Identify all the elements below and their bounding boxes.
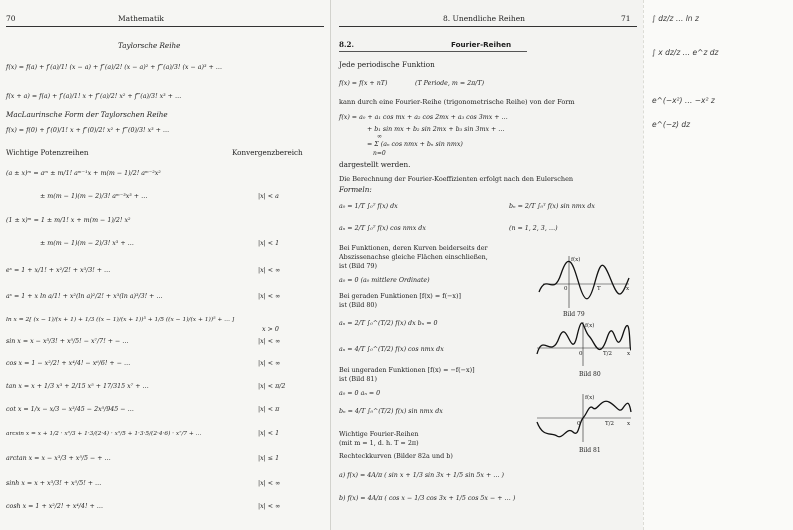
handwritten-note: e^(−x²) … −x² z xyxy=(652,96,715,105)
handwritten-note: ∫ dz/z … ln z xyxy=(652,14,699,23)
title-rule xyxy=(339,51,527,52)
series-row: eˣ = 1 + x/1! + x²/2! + x³/3! + … xyxy=(6,267,111,274)
coef-n-range: (n = 1, 2, 3, …) xyxy=(509,225,558,232)
x-label: x xyxy=(626,286,630,292)
series-cond: |x| < 1 xyxy=(258,240,280,247)
even-curve xyxy=(537,323,631,354)
series-row: cosh x = 1 + x²/2! + x⁴/4! + … xyxy=(6,503,104,510)
fx-label: f(x) xyxy=(585,395,595,401)
even-formula-2: aₙ = 4/T ∫₀^(T/2) f(x) cos nmx dx xyxy=(339,346,444,353)
series-cond: |x| < π xyxy=(258,406,280,413)
coef-a0: a₀ = 1/T ∫₀ᵀ f(x) dx xyxy=(339,203,398,210)
running-head-right: 8. Unendliche Reihen xyxy=(443,14,525,23)
caption-bild-79: Bild 79 xyxy=(563,311,585,318)
sum-top-limit: ∞ xyxy=(377,133,382,140)
caption-bild-80: Bild 80 xyxy=(579,371,601,378)
handwritten-note: e^(−z) dz xyxy=(652,120,691,129)
series-row: ± m(m − 1)(m − 2)/3! x³ + … xyxy=(40,240,134,247)
power-series-heading: Wichtige Potenzreihen xyxy=(6,148,89,157)
series-row: (a ± x)ᵐ = aᵐ ± m/1! aᵐ⁻¹x + m(m − 1)/2! aᵐ⁻²x² xyxy=(6,170,161,177)
euler-text-2: Formeln: xyxy=(339,185,372,194)
zero-label: 0 xyxy=(564,286,568,292)
period-label: T/2 xyxy=(605,421,615,427)
rect-formula-a: a) f(x) = 4A/π ( sin x + 1/3 sin 3x + 1/5 sin 5x + … ) xyxy=(339,472,504,479)
odd-curve xyxy=(537,401,631,436)
coef-an: aₙ = 2/T ∫₀ᵀ f(x) cos nmx dx xyxy=(339,225,426,232)
even-formula-1: aₙ = 2/T ∫₀^(T/2) f(x) dx bₙ = 0 xyxy=(339,320,438,327)
trig-series-text: kann durch eine Fourier-Reihe (trigonometrische Reihe) von der Form xyxy=(339,98,575,106)
intro-text: Jede periodische Funktion xyxy=(339,60,435,69)
series-row: tan x = x + 1/3 x³ + 2/15 x⁵ + 17/315 x⁷ + … xyxy=(6,383,149,390)
series-row: sin x = x − x³/3! + x⁵/5! − x⁷/7! + − … xyxy=(6,338,129,345)
header-rule-right xyxy=(339,26,637,27)
period-label: T xyxy=(597,286,601,292)
series-cond: |x| < 1 xyxy=(258,430,280,437)
left-page xyxy=(0,0,330,530)
handwritten-note: ∫ x dz/z … e^z dz xyxy=(652,48,719,57)
series-cond: |x| < ∞ xyxy=(258,480,281,487)
important-text-1: Wichtige Fourier-Reihen xyxy=(339,430,419,438)
odd-text-1: Bei ungeraden Funktionen [f(x) = −f(−x)] xyxy=(339,366,475,374)
important-text-2: (mit m = 1, d. h. T = 2π) xyxy=(339,439,419,447)
zero-label: 0 xyxy=(577,421,581,427)
series-cond: |x| < ∞ xyxy=(258,293,281,300)
series-cond: |x| < ∞ xyxy=(258,360,281,367)
series-row: (1 ± x)ᵐ = 1 ± m/1! x + m(m − 1)/2! x² xyxy=(6,217,131,224)
series-line-3: = Σ (aₙ cos nmx + bₙ sin nmx) xyxy=(367,141,463,148)
x-label: x xyxy=(627,351,631,357)
figure-bild-81 xyxy=(533,392,633,444)
series-row: arcsin x = x + 1/2 · x³/3 + 1·3/(2·4) · x⁵/5 + 1·3·5/(2·4·6) · x⁷/7 + … xyxy=(6,431,202,437)
taylor-title: Taylorsche Reihe xyxy=(118,41,181,50)
even-text-1: Bei geraden Funktionen [f(x) = f(−x)] xyxy=(339,292,462,300)
page-number-right: 71 xyxy=(621,14,631,23)
figure-bild-79 xyxy=(533,252,633,312)
even-text-2: ist (Bild 80) xyxy=(339,301,377,309)
odd-text-2: ist (Bild 81) xyxy=(339,375,377,383)
series-row: ln x = 2[ (x − 1)/(x + 1) + 1/3 ((x − 1)/(x + 1))³ + 1/5 ((x − 1)/(x + 1))⁵ + … ] xyxy=(6,317,235,323)
running-head-left: Mathematik xyxy=(118,14,164,23)
fx-label: f(x) xyxy=(571,257,581,263)
maclaurin-title: MacLaurinsche Form der Taylorschen Reihe xyxy=(6,110,168,119)
a0-zero: a₀ = 0 (a₀ mittlere Ordinate) xyxy=(339,277,430,284)
taylor-formula-2: f(x + a) = f(a) + f′(a)/1! x + f″(a)/2! x² + f‴(a)/3! x³ + … xyxy=(6,93,182,100)
series-row: ± m(m − 1)(m − 2)/3! aᵐ⁻³x³ + … xyxy=(40,193,148,200)
symmetric-text-1: Bei Funktionen, deren Kurven beiderseits der xyxy=(339,244,488,252)
series-row: cot x = 1/x − x/3 − x³/45 − 2x⁵/945 − … xyxy=(6,406,134,413)
odd-formula-1: a₀ = 0 aₙ = 0 xyxy=(339,390,381,397)
section-title: Fourier-Reihen xyxy=(451,40,512,49)
series-row: sinh x = x + x³/3! + x⁵/5! + … xyxy=(6,480,102,487)
symmetric-text-2: Abszissenachse gleiche Flächen einschließen, xyxy=(339,253,488,261)
series-row: cos x = 1 − x²/2! + x⁴/4! − x⁶/6! + − … xyxy=(6,360,131,367)
margin-notes xyxy=(643,0,793,530)
taylor-formula-1: f(x) = f(a) + f′(a)/1! (x − a) + f″(a)/2! (x − a)² + f‴(a)/3! (x − a)³ + … xyxy=(6,64,223,71)
sum-bottom-limit: n=0 xyxy=(373,150,386,157)
periodic-note: (T Periode, m = 2π/T) xyxy=(415,80,485,87)
symmetric-text-3: ist (Bild 79) xyxy=(339,262,377,270)
convergence-heading: Konvergenzbereich xyxy=(232,148,303,157)
figure-bild-80 xyxy=(533,320,633,368)
series-row: aˣ = 1 + x ln a/1! + x²(ln a)²/2! + x³(ln a)³/3! + … xyxy=(6,293,163,300)
odd-formula-2: bₙ = 4/T ∫₀^(T/2) f(x) sin nmx dx xyxy=(339,408,443,415)
zero-label: 0 xyxy=(579,351,583,357)
rect-formula-b: b) f(x) = 4A/π ( cos x − 1/3 cos 3x + 1/5 cos 5x − + … ) xyxy=(339,495,516,502)
euler-text-1: Die Berechnung der Fourier-Koeffizienten erfolgt nach den Eulerschen xyxy=(339,175,574,183)
caption-bild-81: Bild 81 xyxy=(579,447,601,454)
series-line-1: f(x) = a₀ + a₁ cos mx + a₂ cos 2mx + a₃ cos 3mx + … xyxy=(339,114,508,121)
series-cond: |x| < ∞ xyxy=(258,267,281,274)
series-cond: |x| < π/2 xyxy=(258,383,286,390)
right-page xyxy=(330,0,644,530)
coef-bn: bₙ = 2/T ∫₀ᵀ f(x) sin nmx dx xyxy=(509,203,595,210)
maclaurin-formula: f(x) = f(0) + f′(0)/1! x + f″(0)/2! x² + f‴(0)/3! x³ + … xyxy=(6,127,170,134)
period-label: T/2 xyxy=(603,351,613,357)
section-number: 8.2. xyxy=(339,40,355,49)
series-cond: |x| < a xyxy=(258,193,279,200)
x-label: x xyxy=(627,421,631,427)
represented-text: dargestellt werden. xyxy=(339,160,411,169)
series-cond: |x| ≤ 1 xyxy=(258,455,280,462)
series-cond: |x| < ∞ xyxy=(258,338,281,345)
periodic-curve xyxy=(539,261,629,298)
rect-text: Rechteckkurven (Bilder 82a und b) xyxy=(339,452,453,460)
fx-label: f(x) xyxy=(585,323,595,329)
header-rule-left xyxy=(6,26,324,27)
series-cond: x > 0 xyxy=(262,326,279,333)
periodic-formula: f(x) = f(x + nT) xyxy=(339,80,388,87)
series-line-2: + b₁ sin mx + b₂ sin 2mx + b₃ sin 3mx + … xyxy=(367,126,505,133)
page-number-left: 70 xyxy=(6,14,16,23)
series-row: arctan x = x − x³/3 + x⁵/5 − + … xyxy=(6,455,111,462)
series-cond: |x| < ∞ xyxy=(258,503,281,510)
